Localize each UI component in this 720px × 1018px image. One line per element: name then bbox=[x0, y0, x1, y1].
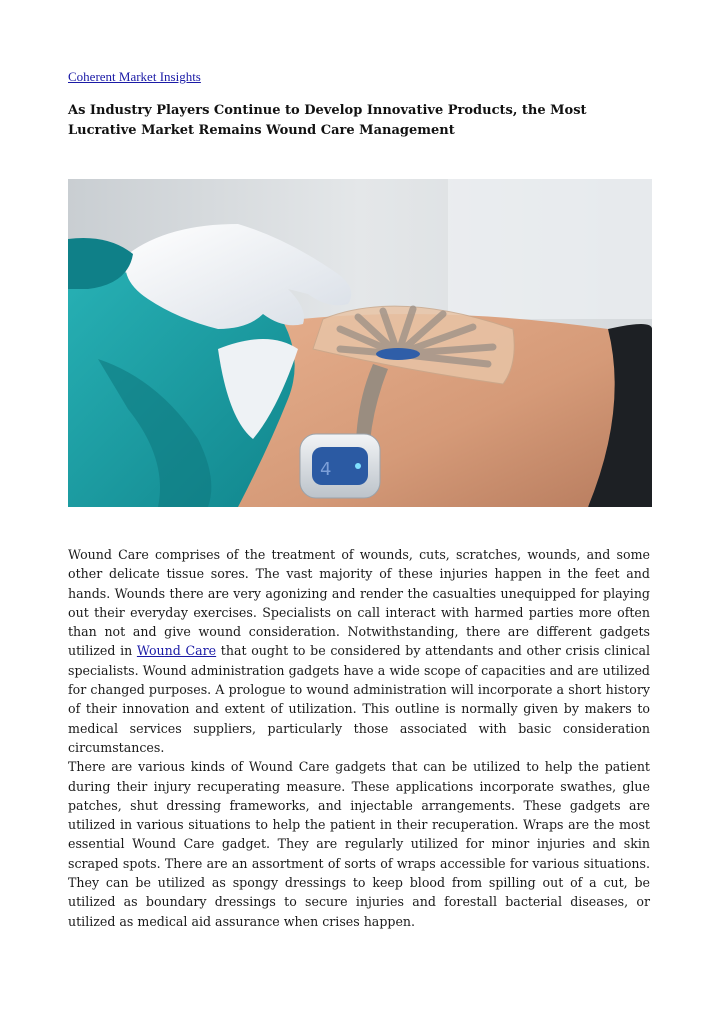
wound-care-link[interactable]: Wound Care bbox=[136, 643, 217, 659]
wound-care-device-photo-icon bbox=[68, 179, 652, 507]
paragraph-2: There are various kinds of Wound Care gadgets that can be utilized to help the patient during their injury recuperating measure. These applications incorporate swathes, glue patches, shut dressing frameworks, and injectable arrangements. These gadgets are utilized in various situations to help the patient in their recuperation. Wraps are the most essential Wound Care gadget. They are regularly utilized for minor injuries and skin scraped spots. There are an assortment of sorts of wraps accessible for various situations. They can be utilized as spongy dressings to keep blood from spilling out of a cut, be utilized as boundary dressings to secure injuries and forestall bacterial diseases, or utilized as medical aid assurance when crises happen. bbox=[68, 759, 650, 929]
paragraph-1-text-end: that ought to be considered by attendants and other crisis clinical specialists. Wound administration gadgets have a wide scope of capacities and are utilized for changed purposes. A prologue to wound administration will incorporate a short history of their innovation and extent of utilization. This outline is normally given by makers to medical services suppliers, particularly those associated with basic consideration circumstances. bbox=[68, 643, 650, 755]
paragraph-1-text-start: Wound Care comprises of the treatment of wounds, cuts, scratches, wounds, and some other delicate tissue sores. The vast majority of these injuries happen in the feet and hands. Wounds there are very agonizing and render the casualties unequipped for playing out their everyday exercises. Specialists on call interact with harmed parties more often than not and give wound consideration. Notwithstanding, there are different gadgets utilized in bbox=[68, 547, 650, 659]
paragraph-1 bbox=[68, 545, 650, 757]
article-title: As Industry Players Continue to Develop Innovative Products, the Most Lucrative Market Remains Wound Care Management bbox=[68, 103, 587, 138]
article-photo bbox=[68, 179, 652, 507]
article-body bbox=[68, 545, 650, 931]
device-number: 4 bbox=[320, 459, 332, 480]
source-link[interactable]: Coherent Market Insights bbox=[68, 69, 201, 84]
